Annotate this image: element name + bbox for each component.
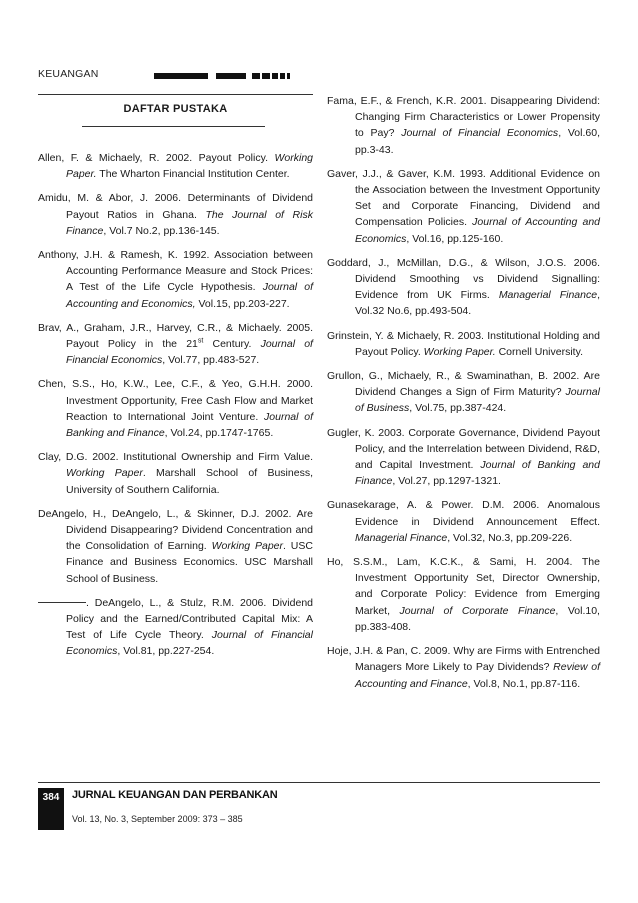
header-divider	[38, 94, 313, 95]
reference-source-italic: Working Paper.	[423, 345, 496, 358]
reference-entry	[327, 368, 600, 417]
reference-source-italic: Review of Accounting and Finance	[355, 661, 600, 690]
references-left-column	[38, 150, 313, 668]
reference-entry	[327, 554, 600, 635]
reference-text: , Vol.77, pp.483-527.	[162, 354, 260, 367]
reference-text: , Vol.75, pp.387-424.	[409, 402, 507, 415]
reference-source-italic: Journal of Business	[355, 386, 600, 415]
reference-entry	[327, 93, 600, 158]
reference-text: , Vol.10, pp.383-408.	[355, 604, 600, 633]
reference-entry	[327, 643, 600, 692]
reference-source-italic: Journal of Corporate Finance	[399, 604, 556, 617]
reference-entry	[38, 506, 313, 587]
reference-text: , Vol.24, pp.1747-1765.	[164, 427, 274, 440]
reference-text: . Marshall School of Business, University of Southern California.	[66, 467, 313, 496]
reference-source-italic: Managerial Finance	[355, 531, 448, 544]
reference-text: Vol.15, pp.203-227.	[195, 297, 290, 310]
reference-text: , Vol.27, pp.1297-1321.	[392, 475, 501, 488]
title-underline	[82, 126, 265, 127]
reference-text: Amidu, M. & Abor, J. 2006. Determinants of Dividend Payout Ratios in Ghana.	[38, 192, 313, 221]
page-number: 384	[42, 792, 60, 803]
section-title: DAFTAR PUSTAKA	[123, 103, 228, 115]
reference-text: Ho, S.S.M., Lam, K.C.K., & Sami, H. 2004. The Investment Opportunity Set, Director Ownership, and Corporate Policy: Evidence from Emerging Market,	[327, 556, 600, 617]
reference-source-italic: Working Paper	[211, 540, 284, 553]
reference-text: The Wharton Financial Institution Center.	[96, 168, 290, 181]
references-right-column	[327, 93, 600, 700]
reference-entry	[327, 255, 600, 320]
reference-text: Grinstein, Y. & Michaely, R. 2003. Institutional Holding and Payout Policy.	[327, 329, 600, 358]
running-header-label: KEUANGAN	[38, 68, 99, 80]
reference-text: st	[197, 337, 204, 345]
reference-text: , Vol.81, pp.227-254.	[117, 645, 215, 658]
reference-source-italic: The Journal of Risk Finance	[66, 208, 313, 237]
reference-text: Cornell University.	[495, 345, 583, 358]
repeated-author-dash	[38, 602, 86, 603]
reference-text: Grullon, G., Michaely, R., & Swaminathan, B. 2002. Are Dividend Changes a Sign of Firm Maturity?	[327, 370, 600, 399]
reference-entry	[327, 166, 600, 247]
reference-entry	[38, 595, 313, 660]
reference-entry	[38, 150, 313, 182]
reference-text: , Vol.32, No.3, pp.209-226.	[447, 531, 573, 544]
reference-entry	[38, 247, 313, 312]
reference-text: . DeAngelo, L., & Stulz, R.M. 2006. Dividend Policy and the Earned/Contributed Capital Mix: A Test of Life Cycle Theory.	[66, 596, 313, 642]
reference-text: Gaver, J.J., & Gaver, K.M. 1993. Additional Evidence on the Association between the Investment Opportunity Set and Corporate Financing, Dividend and Compensation Policies.	[327, 167, 600, 229]
reference-text: Anthony, J.H. & Ramesh, K. 1992. Association between Accounting Performance Measure and Stock Prices: A Test of the Life Cycle Hypothesis.	[38, 249, 313, 294]
reference-source-italic: Journal of Financial Economics	[401, 127, 559, 140]
reference-text: , Vol.8, No.1, pp.87-116.	[467, 677, 581, 690]
reference-text: Brav, A., Graham, J.R., Harvey, C.R., & Michaely. 2005. Payout Policy in the 21	[38, 321, 313, 351]
reference-source-italic: Journal of Accounting and Economics,	[66, 281, 313, 310]
reference-entry	[38, 449, 313, 498]
reference-text: , Vol.60, pp.3-43.	[355, 127, 600, 156]
reference-text: Fama, E.F., & French, K.R. 2001. Disappearing Dividend: Changing Firm Characteristics or Lower Propensity to Pay?	[327, 95, 600, 140]
reference-text: , Vol.7 No.2, pp.136-145.	[103, 224, 220, 237]
reference-text: Goddard, J., McMillan, D.G., & Wilson, J.O.S. 2006. Dividend Smoothing vs Dividend Signalling: Evidence from UK Firms.	[327, 256, 600, 302]
reference-source-italic: Journal of Banking and Finance	[66, 410, 313, 440]
journal-name: JURNAL KEUANGAN DAN PERBANKAN	[72, 789, 278, 801]
reference-text: . USC Finance and Business Economics. USC Marshall School of Business.	[66, 540, 313, 585]
reference-text: , Vol.32 No.6, pp.493-504.	[355, 289, 601, 318]
reference-text: Chen, S.S., Ho, K.W., Lee, C.F., & Yeo, G.H.H. 2000. Investment Opportunity, Free Cash Flow and Market Reaction to International Joint Venture.	[38, 378, 313, 423]
reference-text: Clay, D.G. 2002. Institutional Ownership and Firm Value.	[38, 451, 313, 464]
reference-source-italic: Journal of Banking and Finance	[355, 459, 600, 488]
reference-text: DeAngelo, H., DeAngelo, L., & Skinner, D.J. 2002. Are Dividend Disappearing? Dividend Concentration and the Consolidation of Earning.	[38, 507, 313, 553]
reference-text: , Vol.16, pp.125-160.	[406, 232, 504, 245]
journal-volume-info: Vol. 13, No. 3, September 2009: 373 – 385	[72, 814, 243, 824]
reference-text: Gugler, K. 2003. Corporate Governance, Dividend Payout Policy, and the Interrelation between Dividend, R&D, and Capital Investment.	[327, 426, 600, 472]
reference-source-italic: Managerial Finance	[498, 289, 598, 302]
reference-entry	[327, 425, 600, 490]
reference-source-italic: Working Paper.	[66, 152, 313, 181]
reference-text: Allen, F. & Michaely, R. 2002. Payout Policy.	[38, 152, 275, 164]
reference-entry	[327, 497, 600, 546]
reference-entry	[38, 190, 313, 239]
reference-source-italic: Journal of Financial Economics	[66, 338, 313, 367]
footer-divider	[38, 782, 600, 783]
reference-entry	[327, 328, 600, 360]
page-number-box	[38, 788, 64, 830]
reference-source-italic: Journal of Accounting and Economics	[355, 216, 600, 245]
reference-entry	[38, 320, 313, 369]
reference-entry	[38, 376, 313, 441]
reference-text: Hoje, J.H. & Pan, C. 2009. Why are Firms with Entrenched Managers More Likely to Pay Dividends?	[327, 645, 600, 674]
reference-text: Gunasekarage, A. & Power. D.M. 2006. Anomalous Evidence in Dividend Announcement Effect.	[327, 499, 600, 528]
reference-source-italic: Working Paper	[66, 467, 143, 480]
reference-text: Century.	[203, 338, 261, 351]
reference-source-italic: Journal of Financial Economics	[66, 629, 313, 658]
